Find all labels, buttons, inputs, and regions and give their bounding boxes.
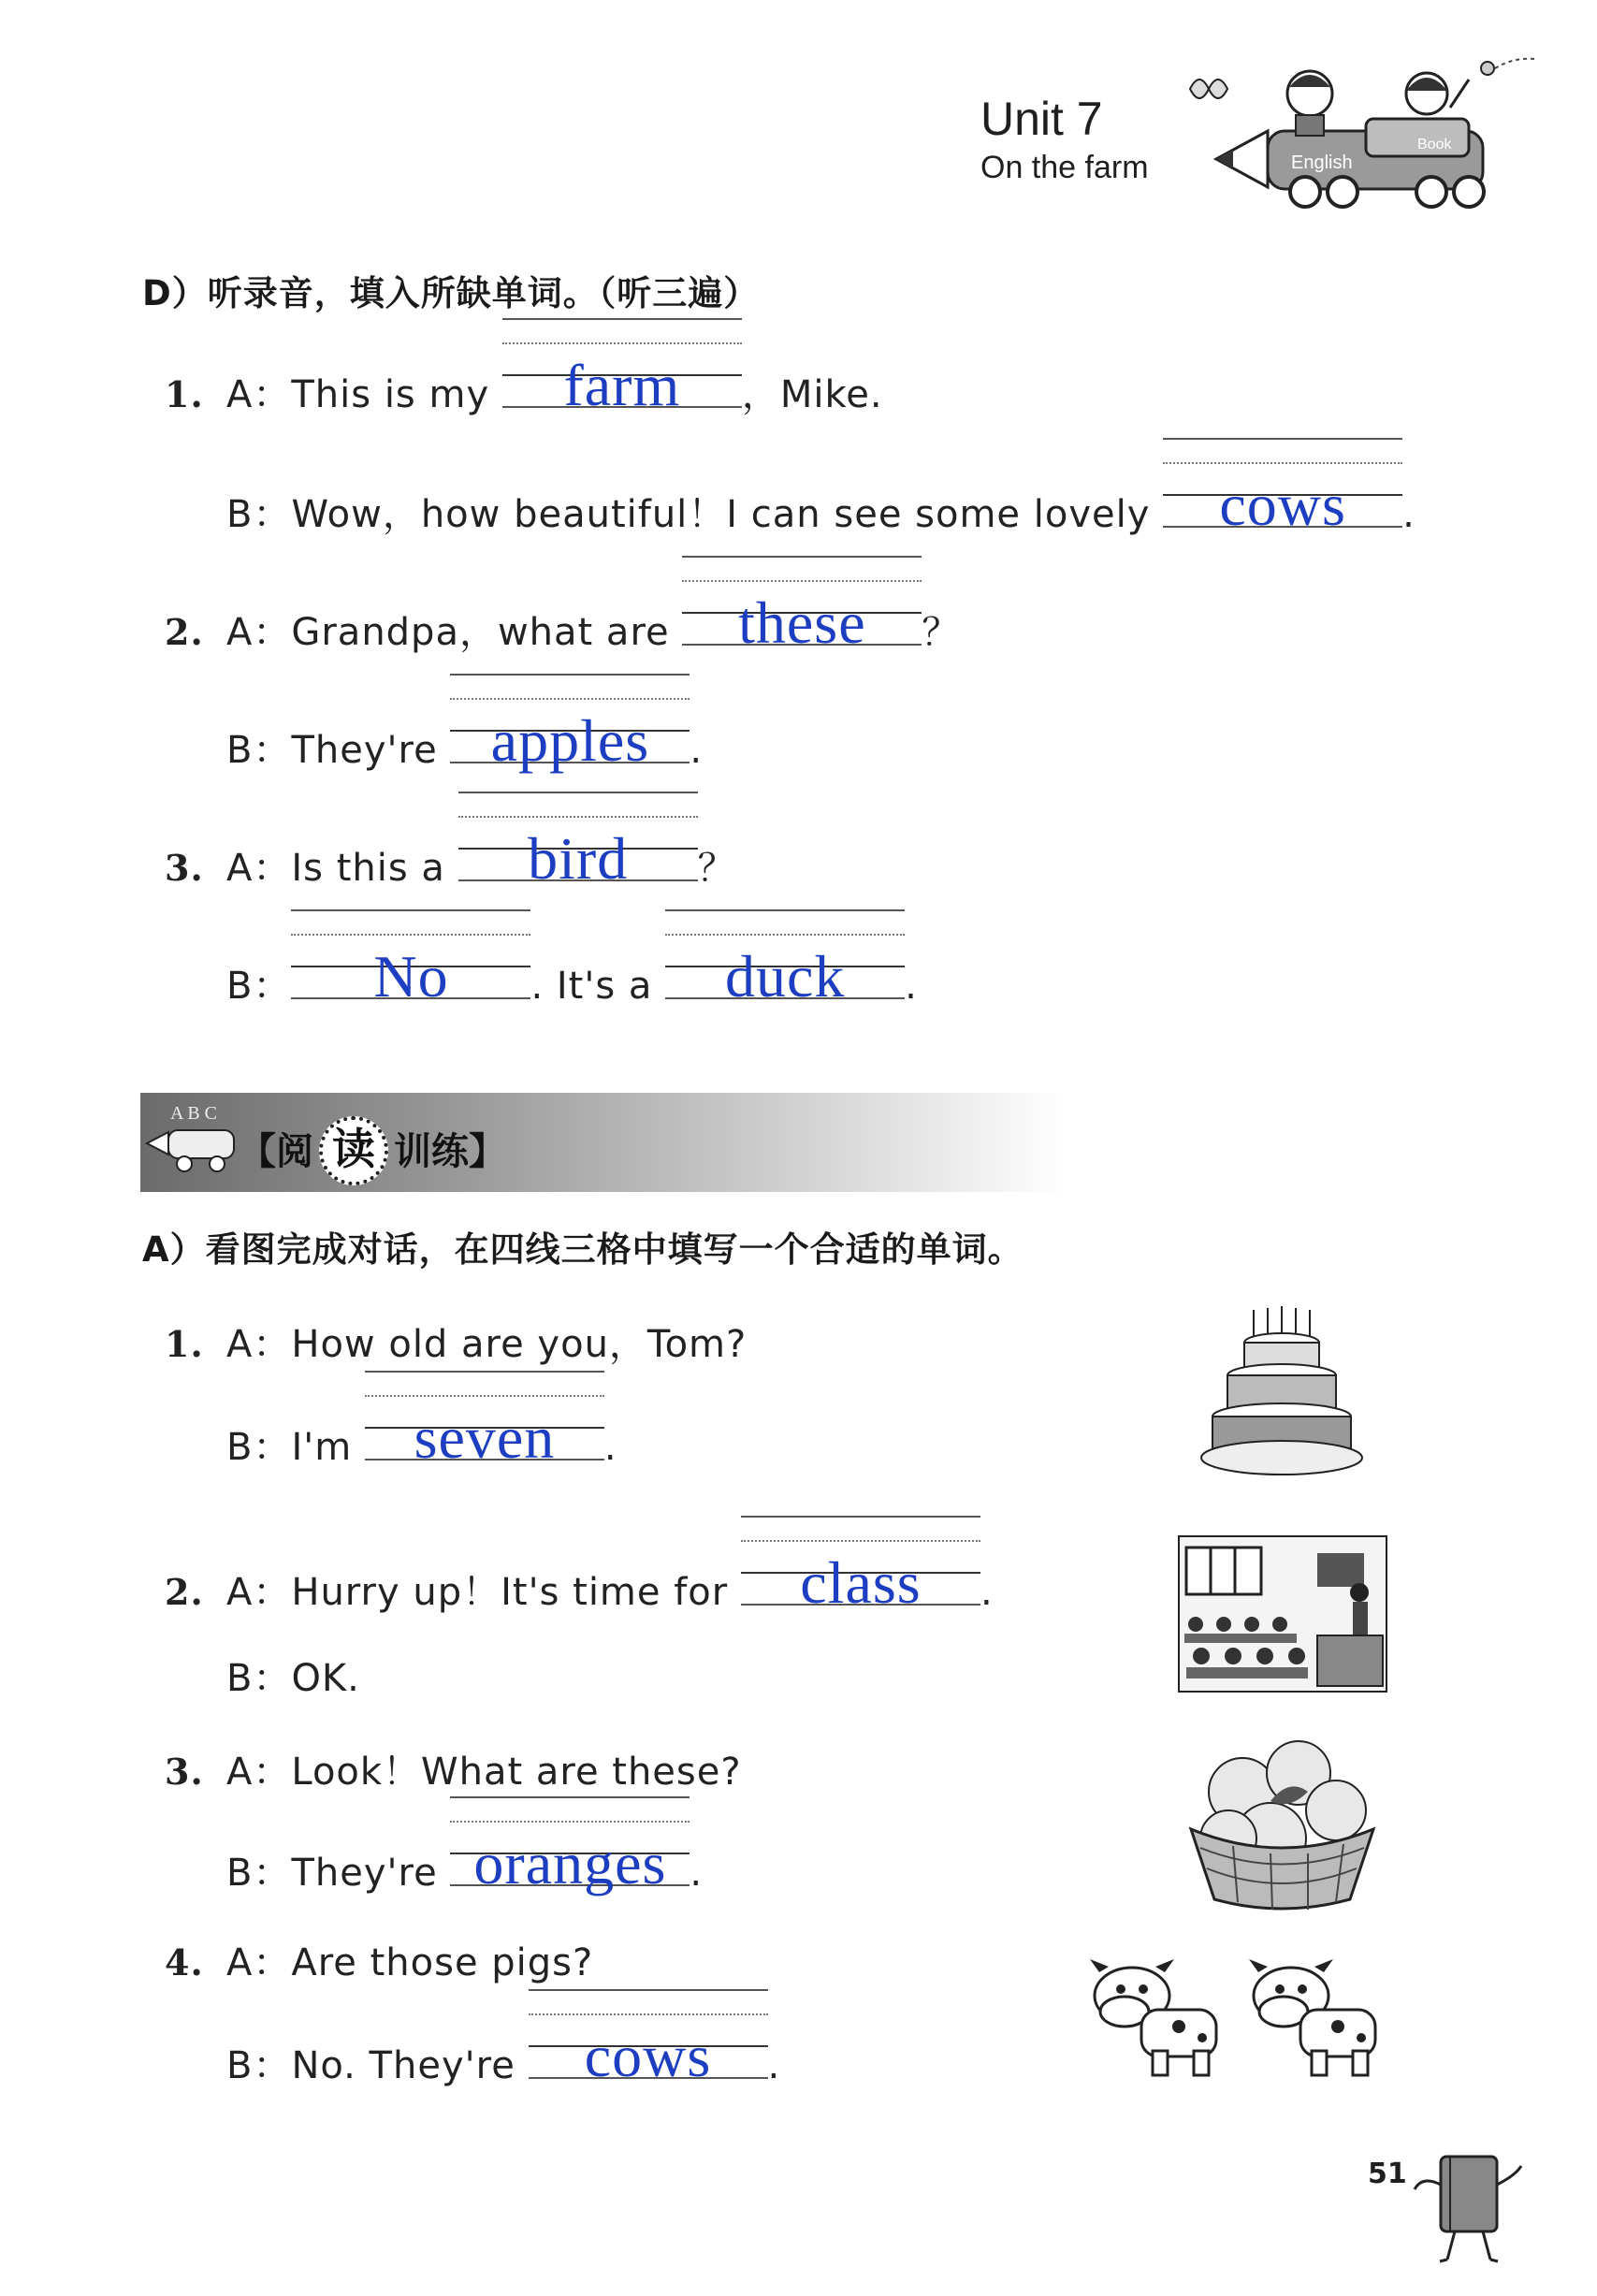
answer-blank[interactable] <box>365 1404 604 1471</box>
text: A：This is my <box>226 373 502 416</box>
book-label-book: Book <box>1417 137 1452 153</box>
text: ？ <box>922 611 961 654</box>
abc-letters: A B C <box>170 1103 218 1124</box>
unit-subtitle: On the farm <box>980 150 1149 185</box>
text: B：No. They're <box>226 2044 529 2087</box>
answer-word: duck <box>724 943 846 1010</box>
text: A：Is this a <box>226 847 458 890</box>
pencil-car-kids-illustration <box>1179 51 1553 211</box>
banner-title <box>239 1116 506 1185</box>
q3-a <box>165 825 736 892</box>
unit-title: Unit 7 <box>980 93 1103 145</box>
text: B：I'm <box>226 1426 365 1469</box>
text: A：Grandpa，what are <box>226 611 683 654</box>
a4-a <box>165 1933 593 1986</box>
page-number: 51 <box>1368 2158 1407 2190</box>
q1-b <box>226 472 1416 538</box>
text: . <box>603 1426 617 1469</box>
text: . <box>690 729 704 772</box>
text: . It's a <box>530 965 666 1008</box>
text: B： <box>226 965 292 1008</box>
answer-word: oranges <box>473 1830 667 1896</box>
a3-b <box>226 1830 704 1896</box>
text: . <box>1402 493 1416 536</box>
answer-blank[interactable] <box>458 825 698 892</box>
text: B：They're <box>226 1852 451 1895</box>
question-number: 3. <box>165 1751 204 1793</box>
text: B：Wow，how beautiful！I can see some lovely <box>226 493 1164 536</box>
question-number: 2. <box>165 611 204 653</box>
two-cows-picture <box>1067 1954 1385 2094</box>
answer-word: cows <box>1219 472 1346 538</box>
q2-b <box>226 707 704 774</box>
answer-blank[interactable] <box>741 1549 980 1616</box>
answer-word: class <box>800 1549 922 1616</box>
a1-b <box>226 1404 617 1471</box>
question-number: 3. <box>165 847 204 889</box>
banner-open: 【阅 <box>239 1130 313 1173</box>
a2-b: B：OK. <box>226 1657 360 1700</box>
du-circle: 读 <box>319 1116 388 1185</box>
answer-blank[interactable] <box>529 2023 768 2089</box>
question-number: 1. <box>165 1323 204 1365</box>
answer-word: bird <box>528 825 629 892</box>
section-a-title: A）看图完成对话，在四线三格中填写一个合适的单词。 <box>142 1229 1024 1270</box>
text: A：Hurry up！It's time for <box>226 1571 741 1614</box>
a4-b <box>226 2023 781 2089</box>
pencil-car-icon <box>142 1097 245 1190</box>
question-number: 2. <box>165 1571 204 1613</box>
answer-word: No <box>373 943 449 1010</box>
text: . <box>690 1852 704 1895</box>
answer-blank[interactable] <box>1163 472 1402 538</box>
a2-a <box>165 1549 994 1616</box>
book-label-english: English <box>1291 153 1353 173</box>
question-number: 4. <box>165 1941 204 1984</box>
text: B：They're <box>226 729 451 772</box>
answer-word: farm <box>563 352 681 418</box>
text: . <box>767 2044 781 2087</box>
book-mascot-icon <box>1413 2138 1525 2269</box>
answer-blank[interactable] <box>682 589 922 656</box>
answer-blank[interactable] <box>502 352 742 418</box>
text: ？ <box>697 847 736 890</box>
text: A：Look！What are these? <box>226 1751 742 1794</box>
answer-blank[interactable] <box>450 707 690 774</box>
text: . <box>980 1571 994 1614</box>
classroom-picture <box>1177 1534 1388 1693</box>
text: ，Mike. <box>741 373 883 416</box>
text: A：How old are you，Tom? <box>226 1323 748 1366</box>
answer-word: seven <box>414 1404 556 1471</box>
answer-blank[interactable] <box>450 1830 690 1896</box>
a3-a <box>165 1742 742 1795</box>
q1-a <box>165 352 883 418</box>
banner-close: 训练】 <box>394 1130 506 1173</box>
answer-blank[interactable] <box>665 943 905 1010</box>
orange-basket-picture <box>1177 1726 1386 1913</box>
q2-a <box>165 589 961 656</box>
answer-word: cows <box>584 2023 712 2089</box>
answer-word: these <box>738 589 866 656</box>
section-d-title: D）听录音，填入所缺单词。（听三遍） <box>142 273 760 313</box>
a1-a <box>165 1315 747 1368</box>
answer-word: apples <box>490 707 650 774</box>
question-number: 1. <box>165 373 204 415</box>
q3-b <box>226 943 918 1010</box>
birthday-cake-picture <box>1198 1301 1366 1488</box>
text: A：Are those pigs? <box>226 1941 594 1984</box>
answer-blank[interactable] <box>291 943 530 1010</box>
text: . <box>905 965 918 1008</box>
